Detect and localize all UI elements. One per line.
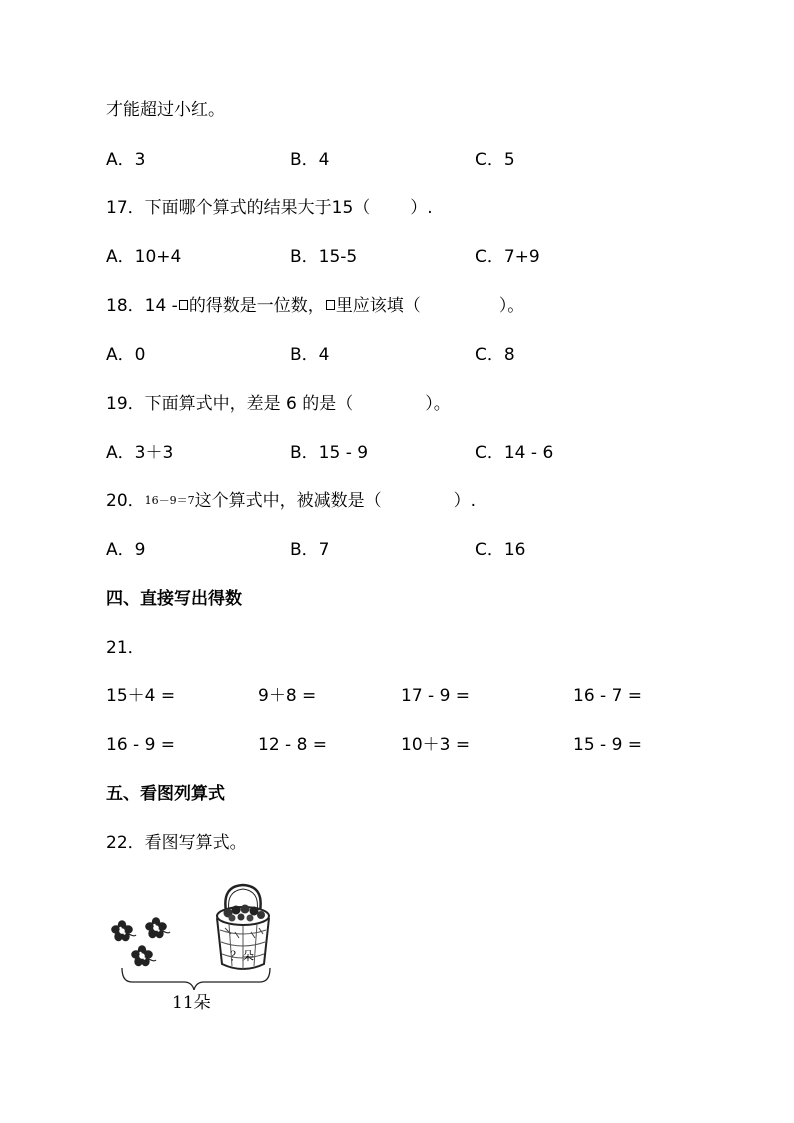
q19-end: ）。 [425,394,451,414]
q20-text: 这个算式中，被减数是（ [194,491,382,511]
flower-icon [145,917,170,938]
q16-option-b: B．4 [290,150,330,170]
q17-option-c: C．7+9 [475,247,540,267]
q19-option-c: C．14 - 6 [475,443,554,463]
question-17 [106,198,433,218]
flower-illustration [104,880,294,990]
q21-problem: 16 - 7 = [573,686,643,706]
q17-option-a: A．10+4 [106,247,182,267]
q17-option-b: B．15-5 [290,247,358,267]
total-flowers-label: 11朵 [172,993,211,1013]
q16-option-c: C．5 [475,150,515,170]
q18-text-mid: 的得数是一位数， [188,296,325,316]
square-placeholder-icon [179,300,188,310]
q17-text: 17．下面哪个算式的结果大于15（ [106,198,371,218]
q18-option-a: A．0 [106,345,146,365]
flower-icon [111,920,136,941]
q19-option-a: A．3＋3 [106,443,174,463]
q18-option-c: C．8 [475,345,515,365]
q20-option-a: A．9 [106,540,146,560]
q21-problem: 16 - 9 = [106,735,176,755]
total-bracket [122,968,270,990]
q21-problem: 15 - 9 = [573,735,643,755]
q21-problem: 15＋4 = [106,686,176,706]
q20-option-b: B．7 [290,540,330,560]
q18-text-mid2: 里应该填（ [335,296,421,316]
q20-end: ）. [453,491,477,511]
q21-problem: 10＋3 = [401,735,471,755]
q20-equation: 16－9＝7 [144,494,195,507]
q21-problem: 9＋8 = [258,686,317,706]
basket-label: ？朵 [230,949,255,963]
q16-option-a: A．3 [106,150,146,170]
q19-text: 19．下面算式中，差是 6 的是（ [106,394,354,414]
q18-end: ）。 [498,296,525,316]
section-heading-4: 四、直接写出得数 [106,589,242,609]
question-18 [106,296,524,316]
question-22: 22．看图写算式。 [106,833,247,853]
q21-problem: 12 - 8 = [258,735,328,755]
question-20 [106,491,476,511]
flower-basket-figure [104,880,294,1015]
q20-option-c: C．16 [475,540,526,560]
q21-problem: 17 - 9 = [401,686,471,706]
q17-end: ）. [410,198,433,218]
q19-option-b: B．15 - 9 [290,443,369,463]
square-placeholder-icon [326,300,335,310]
section-heading-5: 五、看图列算式 [106,784,225,804]
q20-number: 20． [106,491,145,511]
flower-icon [131,945,156,966]
question-19 [106,394,451,414]
question-21-number: 21． [106,638,145,658]
question-16-tail: 才能超过小红。 [106,100,225,120]
q18-text-start: 18．14 - [106,296,178,316]
q18-option-b: B．4 [290,345,330,365]
